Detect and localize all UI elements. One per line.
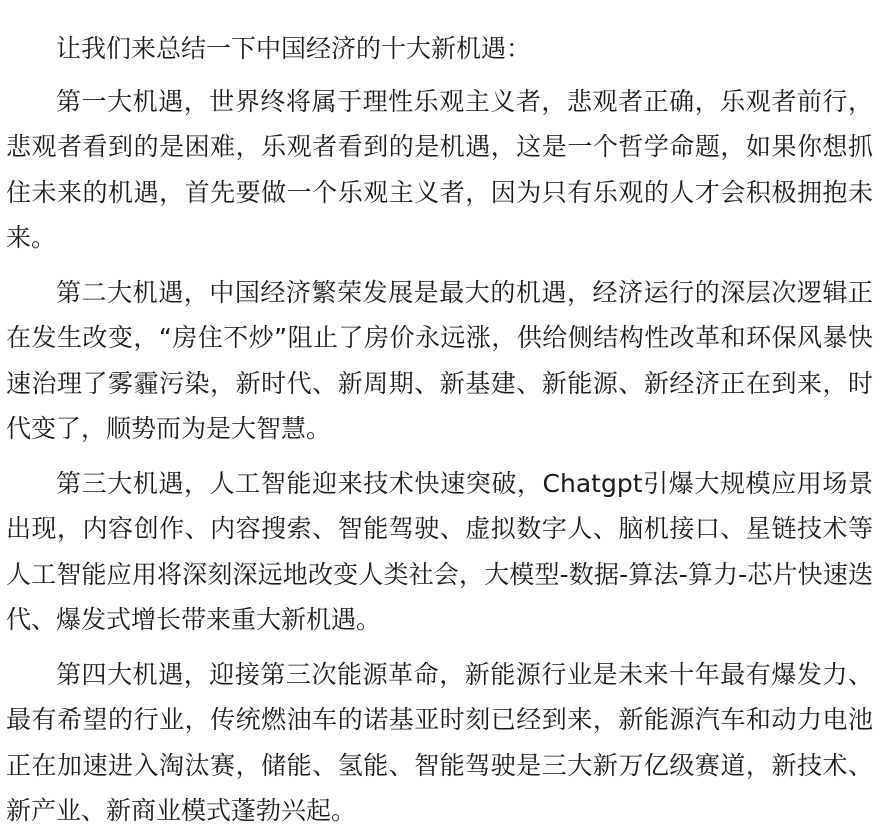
intro-paragraph: 让我们来总结一下中国经济的十大新机遇： bbox=[56, 34, 532, 63]
paragraph-opportunity-3: 第三大机遇，人工智能迎来技术快速突破，Chatgpt引爆大规模应用场景出现，内容创作、内容搜索、智能驾驶、虚拟数字人、脑机接口、星链技术等人工智能应用将深刻深远地改变人类社会，大模型-数据-算法-算力-芯片快速迭代、爆发式增长带来重大新机遇。 bbox=[6, 468, 873, 634]
paragraph-opportunity-2: 第二大机遇，中国经济繁荣发展是最大的机遇，经济运行的深层次逻辑正在发生改变，“房住不炒”阻止了房价永远涨，供给侧结构性改革和环保风暴快速治理了雾霾污染，新时代、新周期、新基建、新能源、新经济正在到来，时代变了，顺势而为是大智慧。 bbox=[6, 277, 873, 443]
paragraph-opportunity-4: 第四大机遇，迎接第三次能源革命，新能源行业是未来十年最有爆发力、最有希望的行业，传统燃油车的诺基亚时刻已经到来，新能源汽车和动力电池正在加速进入淘汰赛，储能、氢能、智能驾驶是三大新万亿级赛道，新技术、新产业、新商业模式蓬勃兴起。 bbox=[6, 659, 873, 825]
paragraph-opportunity-1: 第一大机遇，世界终将属于理性乐观主义者，悲观者正确，乐观者前行，悲观者看到的是困难，乐观者看到的是机遇，这是一个哲学命题，如果你想抓住未来的机遇，首先要做一个乐观主义者，因为只有乐观的人才会积极拥抱未来。 bbox=[6, 86, 873, 252]
